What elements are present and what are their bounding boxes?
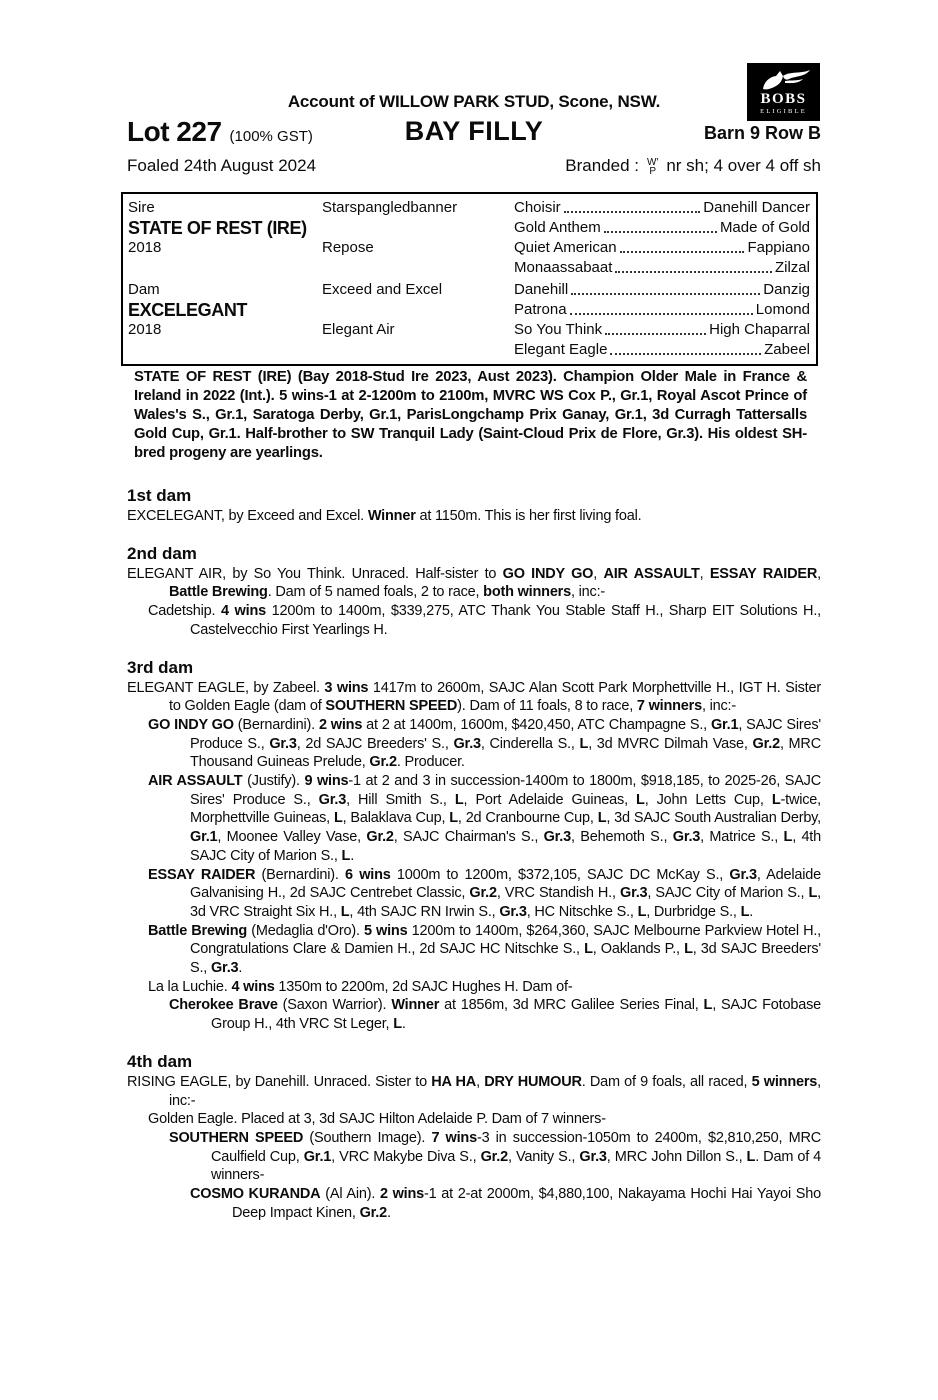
- pedigree-parent-name: EXCELEGANT: [128, 300, 248, 320]
- branding-details: [565, 155, 821, 177]
- sire-summary: STATE OF REST (IRE) (Bay 2018-Stud Ire 2023, Aust 2023). Champion Older Male in France & Ireland in 2022 (Int.). 5 wins-1 at 2-1200m to 2100m, MVRC WS Cox P., Gr.1, Royal Ascot Prince of Wales's S., Gr.1, Saratoga Derby, Gr.1, ParisLongchamp Prix Ganay, Gr.1, 3d Curragh Tattersalls Gold Cup, Gr.1. Half-brother to SW Tranquil Lady (Saint-Cloud Prix de Flore, Gr.3). His oldest SH-bred progeny are yearlings.: [134, 369, 807, 461]
- barn-location: Barn 9 Row B: [703, 123, 821, 143]
- pedigree-grandparent-name: Elegant Air: [322, 321, 395, 338]
- section-heading: 4th dam: [127, 1051, 193, 1071]
- vendor-account-line: Account of WILLOW PARK STUD, Scone, NSW.: [287, 92, 661, 111]
- ancestor-name-right: Danzig: [763, 281, 810, 298]
- section-heading: 2nd dam: [127, 543, 197, 563]
- pedigree-row-label: 2018: [128, 321, 162, 338]
- pedigree-row-label: 2018: [128, 239, 162, 256]
- pedigree-row-label: Dam: [128, 281, 160, 298]
- pedigree-grandparent-name: [322, 218, 514, 238]
- pedigree-paragraph: Battle Brewing (Medaglia d'Oro). 5 wins 1200m to 1400m, $264,360, SAJC Melbourne Parkview Hotel H., Congratulations Clare & Damien H., 2d SAJC HC Nitschke S., L, Oaklands P., L, 3d SAJC Breeders' S., Gr.3.: [148, 922, 821, 977]
- ancestor-name-left: Quiet American: [514, 239, 617, 256]
- pedigree-great-grandparents: [514, 218, 810, 238]
- dotted-leader: [604, 218, 717, 233]
- ancestor-name-left: So You Think: [514, 321, 603, 338]
- pedigree-paragraph: ELEGANT AIR, by So You Think. Unraced. Half-sister to GO INDY GO, AIR ASSAULT, ESSAY RAIDER, Battle Brewing. Dam of 5 named foals, 2 to race, both winners, inc:-: [127, 565, 821, 601]
- pedigree-paragraph: ESSAY RAIDER (Bernardini). 6 wins 1000m to 1200m, $372,105, SAJC DC McKay S., Gr.3, Adelaide Galvanising H., 2d SAJC Centrebet Classic, Gr.2, VRC Standish H., Gr.3, SAJC City of Marion S., L, 3d VRC Straight Six H., L, 4th SAJC RN Irwin S., Gr.3, HC Nitschke S., L, Durbridge S., L.: [148, 866, 822, 920]
- pedigree-table: [121, 192, 818, 366]
- ancestor-name-right: Danehill Dancer: [703, 199, 810, 216]
- pedigree-grandparent-name: Repose: [322, 239, 374, 256]
- ancestor-name-left: Danehill: [514, 281, 569, 298]
- pedigree-paragraph: Cadetship. 4 wins 1200m to 1400m, $339,275, ATC Thank You Stable Staff H., Sharp EIT Solutions H., Castelvecchio First Yearlings H.: [148, 603, 821, 638]
- dotted-leader: [605, 320, 706, 335]
- branded-description: nr sh; 4 over 4 off sh: [666, 156, 821, 175]
- brand-mark-top: W′: [647, 157, 659, 168]
- gst-note: (100% GST): [229, 128, 313, 145]
- pedigree-paragraph: EXCELEGANT, by Exceed and Excel. Winner at 1150m. This is her first living foal.: [127, 508, 642, 524]
- pedigree-grandparent-name: Exceed and Excel: [322, 281, 443, 298]
- horse-description-title: BAY FILLY: [404, 116, 544, 146]
- dotted-leader: [615, 258, 772, 273]
- dotted-leader: [620, 238, 745, 253]
- pedigree-paragraph: GO INDY GO (Bernardini). 2 wins at 2 at 1400m, 1600m, $420,450, ATC Champagne S., Gr.1, SAJC Sires' Produce S., Gr.3, 2d SAJC Breeders' S., Gr.3, Cinderella S., L, 3d MVRC Dilmah Vase, Gr.2, MRC Thousand Guineas Prelude, Gr.2. Producer.: [148, 716, 821, 771]
- pedigree-paragraph: ELEGANT EAGLE, by Zabeel. 3 wins 1417m to 2600m, SAJC Alan Scott Park Morphettville H., IGT H. Sister to Golden Eagle (dam of SOUTHERN SPEED). Dam of 11 foals, 8 to race, 7 winners, inc:-: [127, 679, 821, 715]
- lot-title-row: [127, 114, 821, 150]
- pedigree-great-grandparents: [514, 238, 810, 258]
- foaled-date: Foaled 24th August 2024: [127, 156, 317, 175]
- lot-number: Lot 227: [127, 116, 222, 147]
- pedigree-row-label: Sire: [128, 199, 155, 216]
- dotted-leader: [571, 280, 760, 295]
- pedigree-grandparent-name: [322, 300, 514, 320]
- page-content: [127, 0, 821, 1400]
- pedigree-grandparent-name: [322, 340, 514, 360]
- pedigree-paragraph: Cherokee Brave (Saxon Warrior). Winner at 1856m, 3d MRC Galilee Series Final, L, SAJC Fotobase Group H., 4th VRC St Leger, L.: [169, 997, 822, 1033]
- dotted-leader: [570, 300, 753, 315]
- pedigree-great-grandparents: [514, 320, 810, 340]
- pedigree-great-grandparents: [514, 198, 810, 218]
- pedigree-row: [128, 218, 810, 238]
- pedigree-row: [128, 340, 810, 360]
- pedigree-row-label: [128, 258, 322, 278]
- pedigree-grandparent-name: [322, 258, 514, 278]
- bobs-badge-subtitle: ELIGIBLE: [760, 108, 807, 115]
- ancestor-name-left: Elegant Eagle: [514, 341, 608, 358]
- pedigree-row: [128, 198, 810, 218]
- section-heading: 3rd dam: [127, 657, 194, 677]
- pedigree-great-grandparents: [514, 340, 810, 360]
- ancestor-name-left: Monaassabaat: [514, 259, 613, 276]
- ancestor-name-left: Patrona: [514, 301, 567, 318]
- pedigree-row: [128, 280, 810, 300]
- dam-section-1st-dam: [127, 486, 821, 526]
- pedigree-great-grandparents: [514, 300, 810, 320]
- brand-mark-icon: [647, 158, 658, 176]
- pedigree-paragraph: Golden Eagle. Placed at 3, 3d SAJC Hilton Adelaide P. Dam of 7 winners-: [148, 1111, 606, 1128]
- branded-label: Branded :: [565, 156, 639, 175]
- ancestor-name-right: High Chaparral: [709, 321, 810, 338]
- pedigree-row: [128, 238, 810, 258]
- pedigree-row-label: [128, 340, 322, 360]
- pedigree-paragraph: SOUTHERN SPEED (Southern Image). 7 wins-3 in succession-1050m to 2400m, $2,810,250, MRC Caulfield Cup, Gr.1, VRC Makybe Diva S., Gr.2, Vanity S., Gr.3, MRC John Dillon S., L. Dam of 4 winners-: [169, 1129, 822, 1184]
- dam-section-4th-dam: [127, 1052, 821, 1223]
- ancestor-name-right: Fappiano: [747, 239, 810, 256]
- pedigree-row: [128, 258, 810, 278]
- dam-section-3rd-dam: [127, 658, 821, 1034]
- pedigree-paragraph: La la Luchie. 4 wins 1350m to 2200m, 2d SAJC Hughes H. Dam of-: [148, 978, 573, 995]
- pedigree-paragraph: RISING EAGLE, by Danehill. Unraced. Sister to HA HA, DRY HUMOUR. Dam of 9 foals, all raced, 5 winners, inc:-: [127, 1073, 821, 1109]
- pedigree-row: [128, 300, 810, 320]
- dotted-leader: [610, 340, 761, 355]
- bobs-badge-title: BOBS: [760, 91, 807, 107]
- pedigree-great-grandparents: [514, 258, 810, 278]
- brand-mark-bottom: P: [649, 166, 656, 177]
- pedigree-paragraph: COSMO KURANDA (Al Ain). 2 wins-1 at 2-at 2000m, $4,880,100, Nakayama Hochi Hai Yayoi Sho Deep Impact Kinen, Gr.2.: [190, 1186, 822, 1221]
- pedigree-grandparent-name: Starspangledbanner: [322, 199, 458, 216]
- pedigree-great-grandparents: [514, 280, 810, 300]
- pedigree-paragraph: AIR ASSAULT (Justify). 9 wins-1 at 2 and 3 in succession-1400m to 1800m, $918,185, to 2025-26, SAJC Sires' Produce S., Gr.3, Hill Smith S., L, Port Adelaide Guineas, L, John Letts Cup, L-twice, Morphettville Guineas, L, Balaklava Cup, L, 2d Cranbourne Cup, L, 3d SAJC South Australian Derby, Gr.1, Moonee Valley Vase, Gr.2, SAJC Chairman's S., Gr.3, Behemoth S., Gr.3, Matrice S., L, 4th SAJC City of Marion S., L.: [148, 773, 822, 864]
- ancestor-name-left: Gold Anthem: [514, 219, 601, 236]
- ancestor-name-right: Lomond: [755, 301, 810, 318]
- dotted-leader: [564, 198, 701, 213]
- ancestor-name-left: Choisir: [514, 199, 561, 216]
- ancestor-name-right: Made of Gold: [719, 219, 810, 236]
- ancestor-name-right: Zabeel: [764, 341, 810, 358]
- dam-section-2nd-dam: [127, 544, 821, 640]
- foaled-branded-row: [127, 155, 821, 177]
- ancestor-name-right: Zilzal: [774, 259, 810, 276]
- dam-sections: [127, 486, 821, 1241]
- pedigree-row: [128, 320, 810, 340]
- section-heading: 1st dam: [127, 486, 192, 505]
- pedigree-parent-name: STATE OF REST (IRE): [128, 218, 307, 238]
